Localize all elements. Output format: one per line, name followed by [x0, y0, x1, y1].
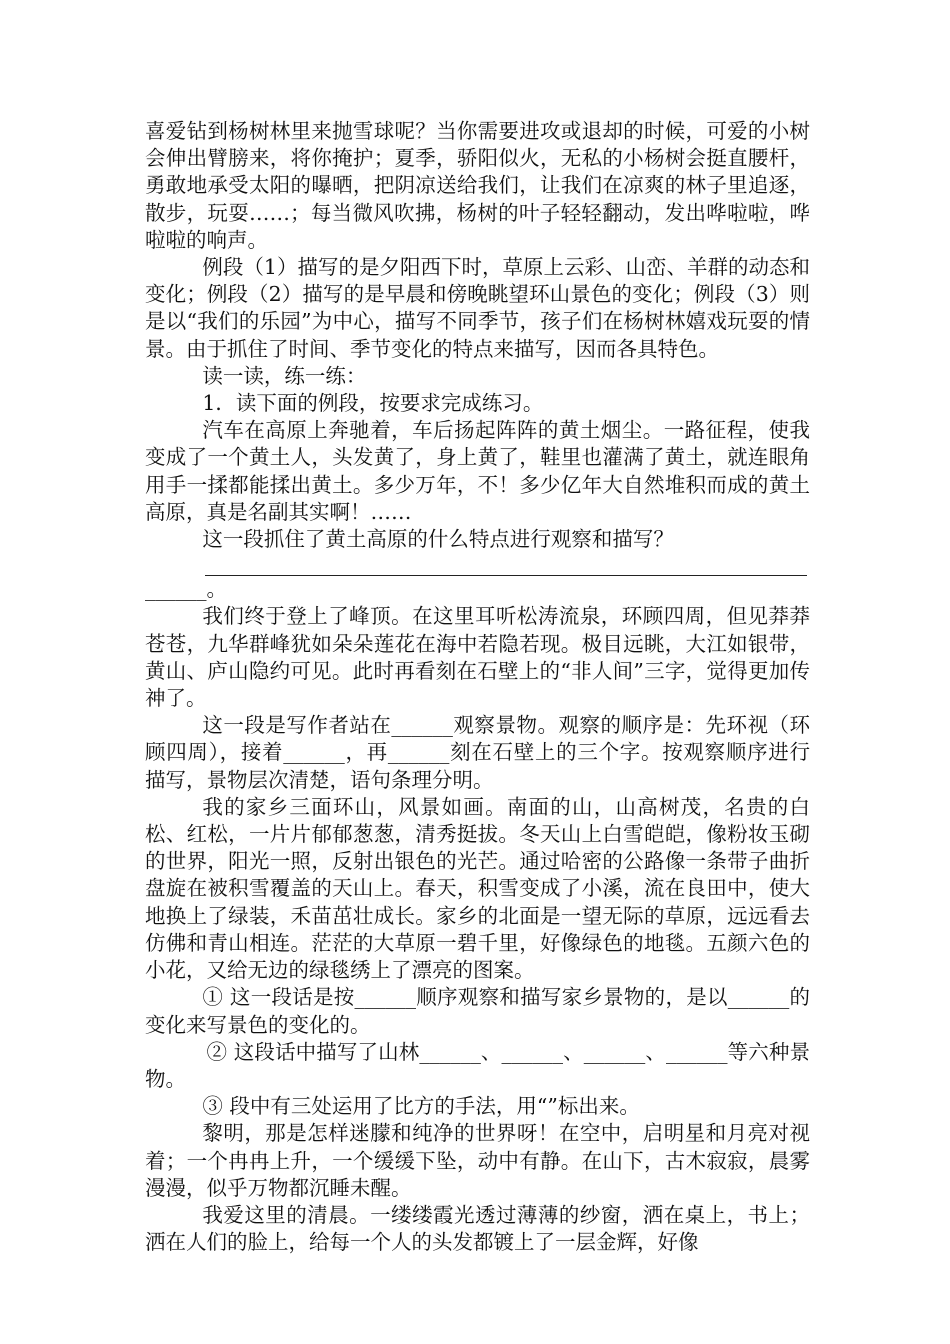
- document-body: [145, 118, 810, 1256]
- question-1-order: ① 这一段话是按______顺序观察和描写家乡景物的，是以______的变化来写景色的变化的。: [145, 985, 810, 1037]
- paragraph-yangshu-continued: 喜爱钻到杨树林里来抛雪球呢？当你需要进攻或退却的时候，可爱的小树会伸出臂膀来，将你掩护；夏季，骄阳似火，无私的小杨树会挺直腰杆，勇敢地承受太阳的曝晒，把阴凉送给我们，让我们在凉爽的林子里追逐，散步，玩耍……；每当微风吹拂，杨树的叶子轻轻翻动，发出哗啦啦，哗啦啦的响声。: [145, 119, 810, 252]
- paragraph-dawn: 黎明，那是怎样迷朦和纯净的世界呀！在空中，启明星和月亮对视着；一个冉冉上升，一个缓缓下坠，动中有静。在山下，古木寂寂，晨雾漫漫，似乎万物都沉睡未醒。: [145, 1121, 810, 1200]
- answer-blank-end: ______。: [145, 577, 227, 602]
- paragraph-morning: 我爱这里的清晨。一缕缕霞光透过薄薄的纱窗，洒在桌上，书上；洒在人们的脸上，给每一个人的头发都镀上了一层金辉，好像: [145, 1202, 810, 1255]
- question-loess-features: 这一段抓住了黄土高原的什么特点进行观察和描写？: [202, 527, 674, 552]
- question-3-metaphor: ③ 段中有三处运用了比方的手法，用“”标出来。: [202, 1094, 640, 1119]
- paragraph-analysis: 例段（1）描写的是夕阳西下时，草原上云彩、山峦、羊群的动态和变化；例段（2）描写的是早晨和傍晚眺望环山景色的变化；例段（3）则是以“我们的乐园”为中心，描写不同季节，孩子们在杨树林嬉戏玩耍的情景。由于抓住了时间、季节变化的特点来描写，因而各具特色。: [145, 255, 810, 361]
- question-2-scenery: ② 这段话中描写了山林______、______、______、______等六种景物。: [145, 1039, 810, 1091]
- answer-blank-line: [205, 561, 807, 576]
- paragraph-hometown: 我的家乡三面环山，风景如画。南面的山，山高树茂，名贵的白松、红松，一片片郁郁葱葱，清秀挺拔。冬天山上白雪皑皑，像粉妆玉砌的世界，阳光一照，反射出银色的光芒。通过哈密的公路像一条带子曲折盘旋在被积雪覆盖的天山上。春天，积雪变成了小溪，流在良田中，使大地换上了绿装，禾苗茁壮成长。家乡的北面是一望无际的草原，远远看去仿佛和青山相连。茫茫的大草原一碧千里，好像绿色的地毯。五颜六色的小花，又给无边的绿毯绣上了漂亮的图案。: [145, 794, 810, 983]
- paragraph-loess-plateau: 汽车在高原上奔驰着，车后扬起阵阵的黄土烟尘。一路征程，使我变成了一个黄土人，头发黄了，身上黄了，鞋里也灌满了黄土，就连眼角用手一揉都能揉出黄土。多少万年，不！多少亿年大自然堆积而成的黄土高原，真是名副其实啊！……: [145, 418, 810, 524]
- question-observation-order: 这一段是写作者站在______观察景物。观察的顺序是：先环视（环顾四周），接着______，再______刻在石壁上的三个字。按观察顺序进行描写，景物层次清楚，语句条理分明。: [145, 713, 810, 792]
- section-heading-practice: 读一读，练一练：: [202, 363, 367, 388]
- paragraph-mountain-peak: 我们终于登上了峰顶。在这里耳听松涛流泉，环顾四周，但见莽莽苍苍，九华群峰犹如朵朵莲花在海中若隐若现。极目远眺，大江如银带，黄山、庐山隐约可见。此时再看刻在石壁上的“非人间”三字，觉得更加传神了。: [145, 604, 810, 711]
- exercise-instruction: 1．读下面的例段，按要求完成练习。: [202, 391, 544, 416]
